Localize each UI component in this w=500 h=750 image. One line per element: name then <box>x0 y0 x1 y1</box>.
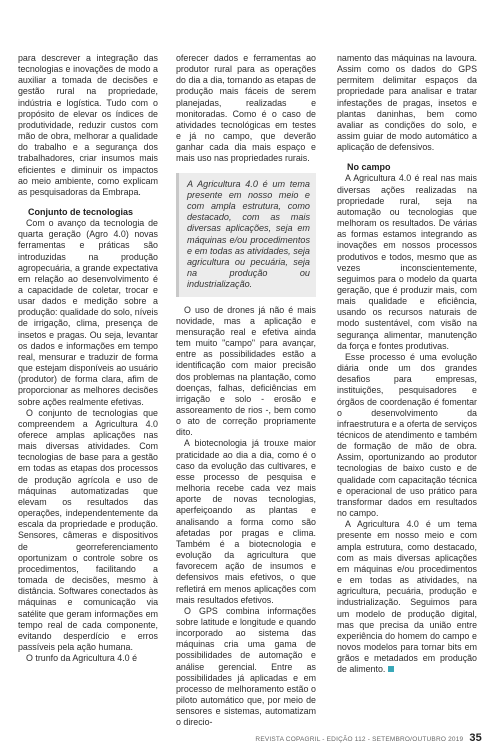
paragraph-final-text: A Agricultura 4.0 é um tema presente em nosso meio e com ampla estrutura, como destacado, com as mais diversas aplicações em máquinas e/ou procedimentos e em todas as atividades, na agricultura, pecuária, produção e industrialização. Seguimos para um modelo de produção digital, mas que precisa da união entre experiência do homem do campo e novos modelos para tornar bits em grãos e metadados em produção de alimento. <box>337 519 477 675</box>
section-heading-no-campo: No campo <box>347 162 391 173</box>
article-column-2 <box>176 53 316 729</box>
article-column-3 <box>337 53 477 675</box>
magazine-edition-line: REVISTA COPAGRIL - EDIÇÃO 112 - SETEMBRO/OUTUBRO 2019 <box>255 736 464 743</box>
paragraph: O conjunto de tecnologias que compreendem a Agricultura 4.0 oferece amplas aplicações nas mais diversas atividades. Com tecnologias de base para a gestão em todas as etapas dos processos de produção agrícola e uso de máquinas automatizadas que elevam os resultados das operações, independentemente da escala da propriedade e produção. Sensores, câmeras e dispositivos de georreferenciamento oportunizam o controle sobre os procedimentos, facilitando a tomada de decisões, mesmo à distância. Softwares conectados às máquinas e comunicação via satélite que geram informações em tempo real de cada componente, evitando desperdício e erros passíveis pela ação humana. <box>18 407 158 652</box>
paragraph: O uso de drones já não é mais novidade, mas a aplicação e mensuração real e efetiva ainda tem muito "campo" para avançar, entre as possibilidades estão a identificação com maior precisão dos problemas na plantação, como doenças, falhas, deficiências em irrigação e solo - erosão e assoreamento de rios -, bem como o ato de correção propriamente dito. <box>176 304 316 438</box>
paragraph: namento das máquinas na lavoura. Assim como os dados do GPS permitem delimitar espaços da propriedade para analisar e tratar infestações de pragas, insetos e plantas daninhas, bem como avaliar as condições do solo, e assim guiar de modo automático a aplicação de defensivos. <box>337 53 477 153</box>
paragraph: A biotecnologia já trouxe maior praticidade ao dia a dia, como é o caso da evolução das cultivares, e esse processo de pesquisa e melhoria recebe cada vez mais aporte de novas tecnologias, aperfeiçoando as plantas e analisando a forma como são afetadas por pragas e clima. Também é a biotecnologia e evolução da agricultura que favorecem ação de insumos e defensivos mais efetivos, o que refletirá em menos aplicações com mais resultados efetivos. <box>176 438 316 605</box>
article-column-1 <box>18 53 158 664</box>
paragraph: Esse processo é uma evolução diária onde um dos grandes desafios para empresas, instituições, pesquisadores e órgãos de coordenação é fomentar o desenvolvimento da infraestrutura e a oferta de serviços técnicos de atendimento e também de formação de mão de obra. Assim, oportunizando ao produtor tecnologias de baixo custo e de qualidade com capacitação técnica e operacional de uso prático para transformar dados em resultados no campo. <box>337 351 477 519</box>
paragraph: O trunfo da Agricultura 4.0 é <box>26 653 138 664</box>
paragraph: oferecer dados e ferramentas ao produtor rural para as operações do dia a dia, tornando as etapas de produção mais fáceis de serem planejadas, realizadas e monitoradas. Como é o caso de atividades tecnológicas em testes e já no campo, que deverão ganhar cada dia mais espaço e mais uso nas propriedades rurais. <box>176 53 316 164</box>
paragraph: Com o avanço da tecnologia de quarta geração (Agro 4.0) novas ferramentas e práticas são introduzidas na produção agropecuária, a grande expectativa em relação ao desenvolvimento é a capacidade de coletar, trocar e usar dados e medição sobre a produção: qualidade do solo, níveis de irrigação, clima, presença de insetos e pragas. Ou seja, levantar os dados e informações em tempo real, mensurar e traduzir de forma que estejam disponíveis ao usuário (produtor) de forma clara, afim de proporcionar as melhores decisões sobre ações realmente efetivas. <box>18 218 158 407</box>
paragraph: O GPS combina informações sobre latitude e longitude e quando incorporado ao sistema das máquinas cria uma gama de possibilidades de automação e análise gerencial. Entre as possibilidades já aplicadas e em processo de melhoramento estão o piloto automático que, por meio de sensores e sistemas, automatizam o direcio- <box>176 605 316 728</box>
paragraph-final <box>337 519 477 675</box>
page-footer <box>255 732 482 744</box>
paragraph: para descrever a integração das tecnologias e inovações de modo a auxiliar a tomada de decisões e gestão rural na propriedade, indústria e logística. Tudo com o propósito de elevar os índices de produtividade, reduzir custos com mão de obra, melhorar a qualidade do trabalho e a segurança dos trabalhadores, criar insumos mais eficientes e diminuir os impactos ao meio ambiente, como explicam as pesquisadoras da Embrapa. <box>18 53 158 197</box>
end-of-article-mark <box>388 666 394 672</box>
paragraph: A Agricultura 4.0 é real nas mais diversas ações realizadas na propriedade rural, seja na automação ou tecnologias que melhoram os resultados. De várias as formas estamos integrando as inovações em nossos processos produtivos e todos, mesmo que as vezes inconscientemente, seguimos para o modelo da quarta geração, que é produzir mais, com mais qualidade e eficiência, usando os recursos naturais de modo sustentável, com visão na segurança alimentar, manutenção da força e fontes produtivas. <box>337 173 477 351</box>
page-number: 35 <box>469 732 482 744</box>
section-heading-conjunto-de-tecnologias: Conjunto de tecnologias <box>28 207 133 218</box>
pull-quote: A Agricultura 4.0 é um tema presente em nosso meio e com ampla estrutura, como destacado, com as mais diversas aplicações, seja em máquinas e/ou procedimentos e em todas as atividades, seja agricultura ou pecuária, seja na produção ou industrialização. <box>176 173 316 297</box>
